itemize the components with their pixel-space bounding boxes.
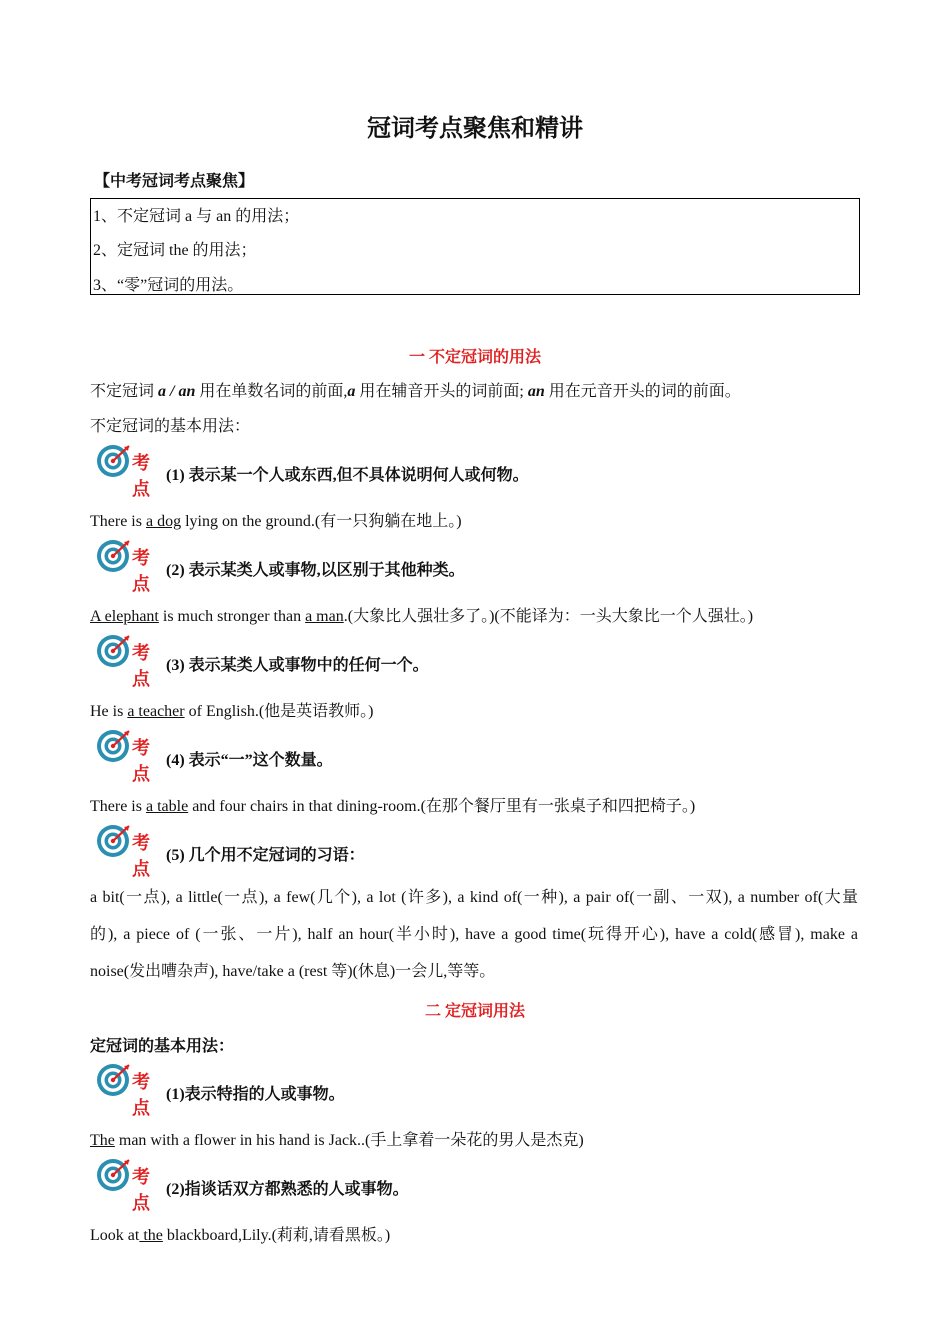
kaodian-label: 考点: [132, 1072, 150, 1119]
page-title: 冠词考点聚焦和精讲: [367, 116, 583, 142]
target-icon: [96, 728, 132, 764]
def-point-2-title: (2)指谈话双方都熟悉的人或事物。: [166, 1181, 409, 1198]
section1-basic: 不定冠词的基本用法：: [90, 418, 251, 435]
focus-item-2: 2、定冠词 the 的用法；: [93, 242, 257, 259]
target-icon: [96, 1062, 132, 1098]
def-point-2-example: Look at the blackboard,Lily.(莉莉,请看黑板。): [90, 1227, 391, 1244]
kaodian-label: 考点: [132, 453, 150, 500]
idioms-line-3: noise(发出嘈杂声), have/take a (rest 等)(休息)一会儿,等等。: [90, 963, 496, 980]
section1-heading: 一 不定冠词的用法: [408, 349, 541, 366]
section2-heading: 二 定冠词用法: [424, 1003, 525, 1020]
kaodian-label: 考点: [132, 738, 150, 785]
target-icon: [96, 823, 132, 859]
target-icon: [96, 633, 132, 669]
point-5-title: (5) 几个用不定冠词的习语：: [166, 847, 365, 864]
idioms-line-1: a bit(一点), a little(一点), a few(几个), a lot (许多), a kind of(一种), a pair of(一副、一双), a number of(大量: [90, 889, 858, 906]
point-2-title: (2) 表示某类人或事物,以区别于其他种类。: [166, 562, 465, 579]
focus-header: 【中考冠词考点聚焦】: [94, 173, 255, 190]
point-1-example: There is a dog lying on the ground.(有一只狗躺在地上。): [90, 513, 462, 530]
point-3-title: (3) 表示某类人或事物中的任何一个。: [166, 657, 429, 674]
idioms-paragraph: [90, 879, 858, 990]
point-2-example: A elephant is much stronger than a man.(大象比人强壮多了。)(不能译为：一头大象比一个人强壮。): [90, 608, 754, 625]
focus-item-3: 3、“零”冠词的用法。: [93, 277, 244, 294]
kaodian-label: 考点: [132, 548, 150, 595]
point-4-title: (4) 表示“一”这个数量。: [166, 752, 333, 769]
def-point-1-example: The man with a flower in his hand is Jack..(手上拿着一朵花的男人是杰克): [90, 1132, 584, 1149]
kaodian-label: 考点: [132, 1167, 150, 1214]
focus-box: [90, 198, 860, 295]
target-icon: [96, 538, 132, 574]
section1-intro: 不定冠词 a / an 用在单数名词的前面,a 用在辅音开头的词前面; an 用在元音开头的词的前面。: [90, 383, 741, 400]
def-point-1-title: (1)表示特指的人或事物。: [166, 1086, 345, 1103]
target-icon: [96, 443, 132, 479]
section2-basic: 定冠词的基本用法：: [90, 1038, 235, 1055]
idioms-line-2: 的), a piece of (一张、一片), half an hour(半小时), have a good time(玩得开心), have a cold(感冒), make a: [90, 926, 858, 943]
focus-item-1: 1、不定冠词 a 与 an 的用法；: [93, 208, 300, 225]
kaodian-label: 考点: [132, 833, 150, 880]
kaodian-label: 考点: [132, 643, 150, 690]
target-icon: [96, 1157, 132, 1193]
point-1-title: (1) 表示某一个人或东西,但不具体说明何人或何物。: [166, 467, 529, 484]
point-4-example: There is a table and four chairs in that dining-room.(在那个餐厅里有一张桌子和四把椅子。): [90, 798, 696, 815]
point-3-example: He is a teacher of English.(他是英语教师。): [90, 703, 374, 720]
